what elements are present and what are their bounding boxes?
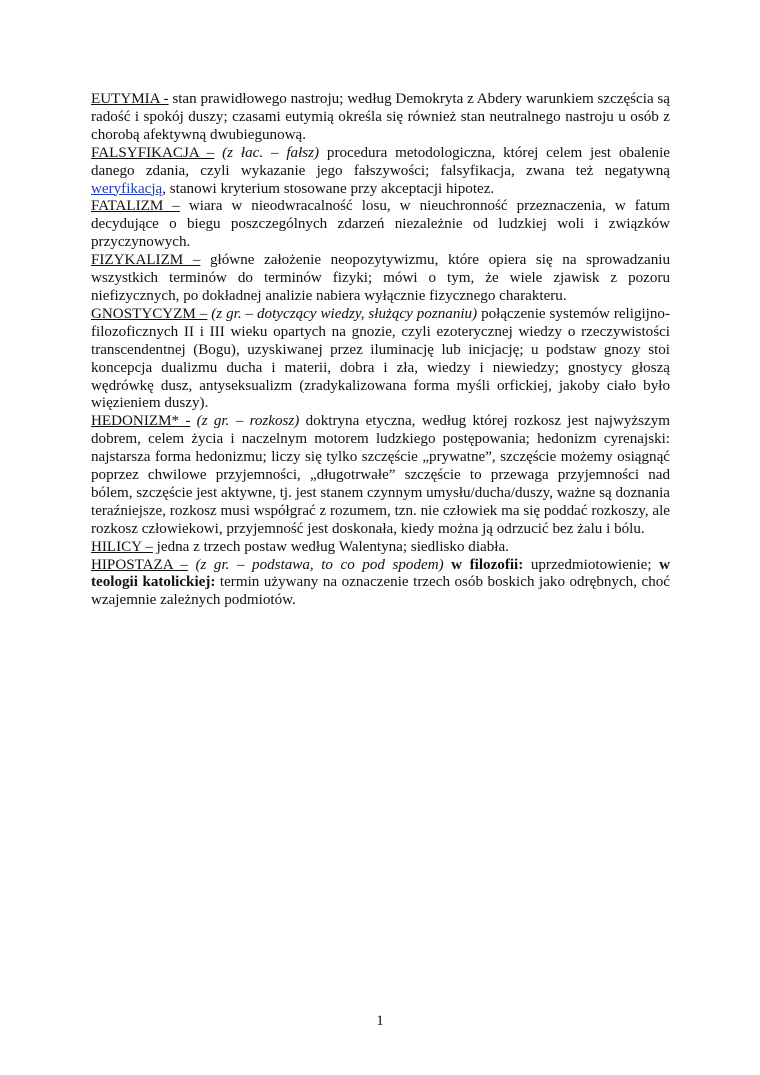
term-eutymia: EUTYMIA - [91,91,169,107]
weryfikacja-link[interactable]: weryfikacją [91,180,163,197]
term-hipostaza: HIPOSTAZA – [91,556,188,573]
definition-hipostaza-part2: termin używany na oznaczenie trzech osób boskich jako odrębnych, choć wzajemnie zależnych podmiotów. [91,574,670,609]
term-falsyfikacja: FALSYFIKACJA – [91,144,215,161]
definition-fizykalizm: główne założenie neopozytywizmu, które opiera się na sprowadzaniu wszystkich terminów do terminów fizyki; mówi o tym, że wiele zjawisk z pozoru niefizycznych, po dokładnej analizie nabiera wyłącznie fizycznego charakteru. [91,252,670,304]
term-hedonizm: HEDONIZM* - [91,413,191,430]
etymology-gnostycyzm: (z gr. – dotyczący wiedzy, służący poznaniu) [207,305,478,322]
term-gnostycyzm: GNOSTYCYZM – [91,305,208,322]
definition-hipostaza-part1: uprzedmiotowienie; [523,556,660,573]
entry-eutymia [91,91,670,145]
entry-hipostaza [91,557,670,611]
etymology-falsyfikacja: (z łac. – fałsz) [214,144,320,161]
entry-falsyfikacja [91,145,670,199]
heading-w-filozofii: w filozofii: [443,556,524,573]
term-hilicy: HILICY – [91,538,153,555]
entry-fatalizm [91,198,670,252]
entry-gnostycyzm [91,306,670,413]
term-fatalizm: FATALIZM – [91,198,180,215]
glossary-content [91,91,670,610]
definition-eutymia: stan prawidłowego nastroju; według Demokryta z Abdery warunkiem szczęścia są radość i spokój duszy; czasami eutymią określa się również stan neutralnego nastroju u osób z chorobą afektywną dwubiegunową. [91,91,670,143]
definition-falsyfikacja-part2: , stanowi kryterium stosowane przy akceptacji hipotez. [162,180,495,197]
definition-fatalizm: wiara w nieodwracalność losu, w nieuchronność przeznaczenia, w fatum decydujące o biegu poszczególnych zdarzeń niezależnie od ludzkiej woli i związków przyczynowych. [91,198,670,251]
definition-hedonizm: doktryna etyczna, według której rozkosz jest najwyższym dobrem, celem życia i naczelnym motorem ludzkiego postępowania; hedonizm cyrenajski: najstarsza forma hedonizmu; liczy się tylko szczęście „prywatne”, szczęście możemy osiągnąć poprzez chwilowe przyjemności, „długotrwałe” szczęście to przewaga przyjemności nad bólem, szczęście jest aktywne, tj. jest stanem czynnym umysłu/ducha/duszy, ważne są doznania teraźniejsze, rozkosz musi współgrać z rozumem, tzn. nie człowiek ma się poddać rozkoszy, ale rozkosz człowiekowi, przyjemność jest doskonała, kiedy można ją odrzucić bez żalu i bólu. [91,413,670,537]
etymology-hipostaza: (z gr. – podstawa, to co pod spodem) [187,556,444,573]
page-number: 1 [376,1013,384,1029]
heading-w-teologii-katolickiej: w teologii katolickiej: [91,556,670,591]
definition-falsyfikacja-part1: procedura metodologiczna, której celem jest obalenie danego zdania, czyli wykazanie jego fałszywości; falsyfikacja, zwana też negatywną [91,144,670,179]
entry-hilicy [91,539,670,557]
entry-fizykalizm [91,252,670,306]
etymology-hedonizm: (z gr. – rozkosz) [190,413,300,430]
definition-gnostycyzm: połączenie systemów religijno-filozoficznych II i III wieku opartych na gnozie, czyli ezoterycznej wiedzy o rzeczywistości transcendentnej (Bogu), uzyskiwanej przez iluminację lub inicjację; u podstaw gnozy stoi koncepcja dualizmu ducha i materii, dobra i zła, wiedzy i niewiedzy; gnostycy głoszą wędrówkę dusz, antyseksualizm (zradykalizowana forma myśli orfickiej, jakoby ciało było więzieniem duszy). [91,305,670,412]
term-fizykalizm: FIZYKALIZM – [91,252,201,269]
entry-hedonizm [91,413,670,538]
definition-hilicy: jedna z trzech postaw według Walentyna; siedlisko diabła. [152,538,509,555]
